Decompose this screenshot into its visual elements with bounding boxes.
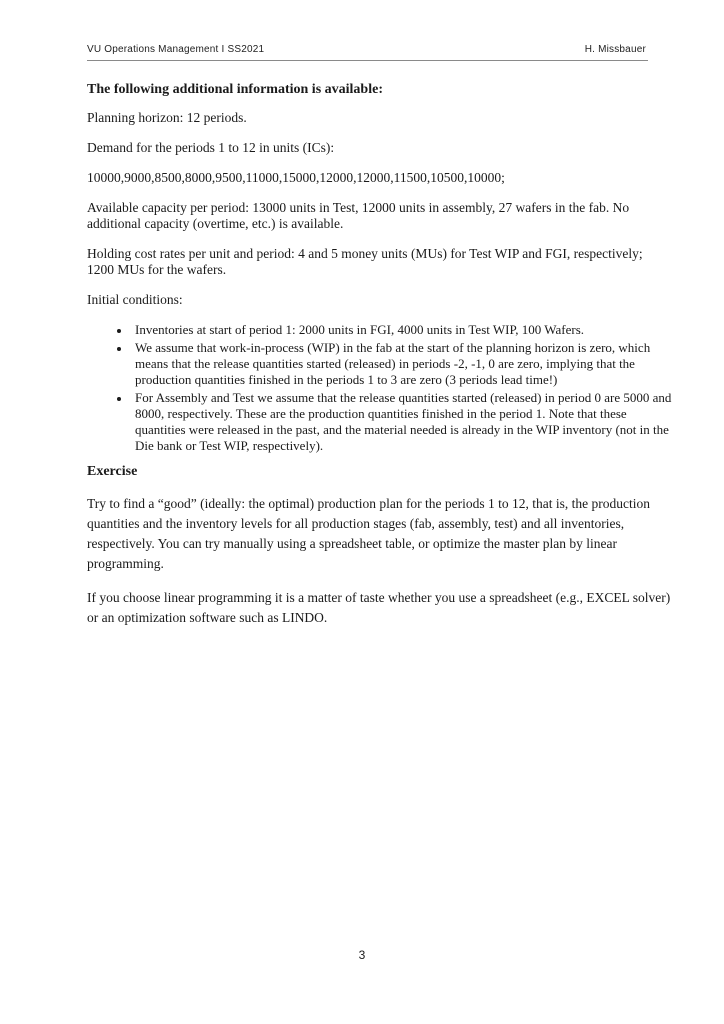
list-item: • Inventories at start of period 1: 2000 units in FGI, 4000 units in Test WIP, 100 Wafers.	[131, 322, 672, 338]
initial-conditions-label: Initial conditions:	[87, 292, 183, 307]
header-author: H. Missbauer	[584, 44, 646, 55]
section-heading: The following additional information is available:	[87, 82, 383, 97]
page-header	[87, 42, 648, 61]
demand-intro-text: Demand for the periods 1 to 12 in units (ICs):	[87, 140, 335, 155]
exercise-paragraph: If you choose linear programming it is a matter of taste whether you use a spreadsheet (e.g., EXCEL solver) or an optimization software such as LINDO.	[87, 590, 671, 625]
page-number: 3	[358, 948, 366, 962]
capacity-text: Available capacity per period: 13000 units in Test, 12000 units in assembly, 27 wafers in the fab. No additional capacity (overtime, etc.) is available.	[87, 200, 630, 231]
holding-cost-text: Holding cost rates per unit and period: 4 and 5 money units (MUs) for Test WIP and FGI, respectively; 1200 MUs for the wafers.	[87, 246, 643, 277]
list-item: • We assume that work-in-process (WIP) in the fab at the start of the planning horizon is zero, which means that the release quantities started (released) in periods -2, -1, 0 are zero, implying that the production quantities finished in the periods 1 to 3 are zero (3 periods lead time!)	[131, 340, 672, 388]
initial-conditions-list	[87, 322, 672, 454]
list-item: • For Assembly and Test we assume that the release quantities started (released) in period 0 are 5000 and 8000, respectively. These are the production quantities finished in the period 1. Note that these quantities were released in the past, and the material needed is already in the WIP inventory (not in the Die bank or Test WIP, respectively).	[131, 390, 672, 454]
page-content	[87, 82, 672, 628]
demand-values-text: 10000,9000,8500,8000,9500,11000,15000,12000,12000,11500,10500,10000;	[87, 170, 505, 185]
header-course-title: VU Operations Management I SS2021	[87, 44, 265, 55]
planning-horizon-text: Planning horizon: 12 periods.	[87, 110, 247, 125]
exercise-body	[87, 494, 672, 628]
exercise-heading: Exercise	[87, 464, 138, 479]
exercise-paragraph: Try to find a “good” (ideally: the optimal) production plan for the periods 1 to 12, that is, the production quantities and the inventory levels for all production stages (fab, assembly, test) and all inventories, respectively. You can try manually using a spreadsheet table, or optimize the master plan by linear programming.	[87, 496, 651, 571]
